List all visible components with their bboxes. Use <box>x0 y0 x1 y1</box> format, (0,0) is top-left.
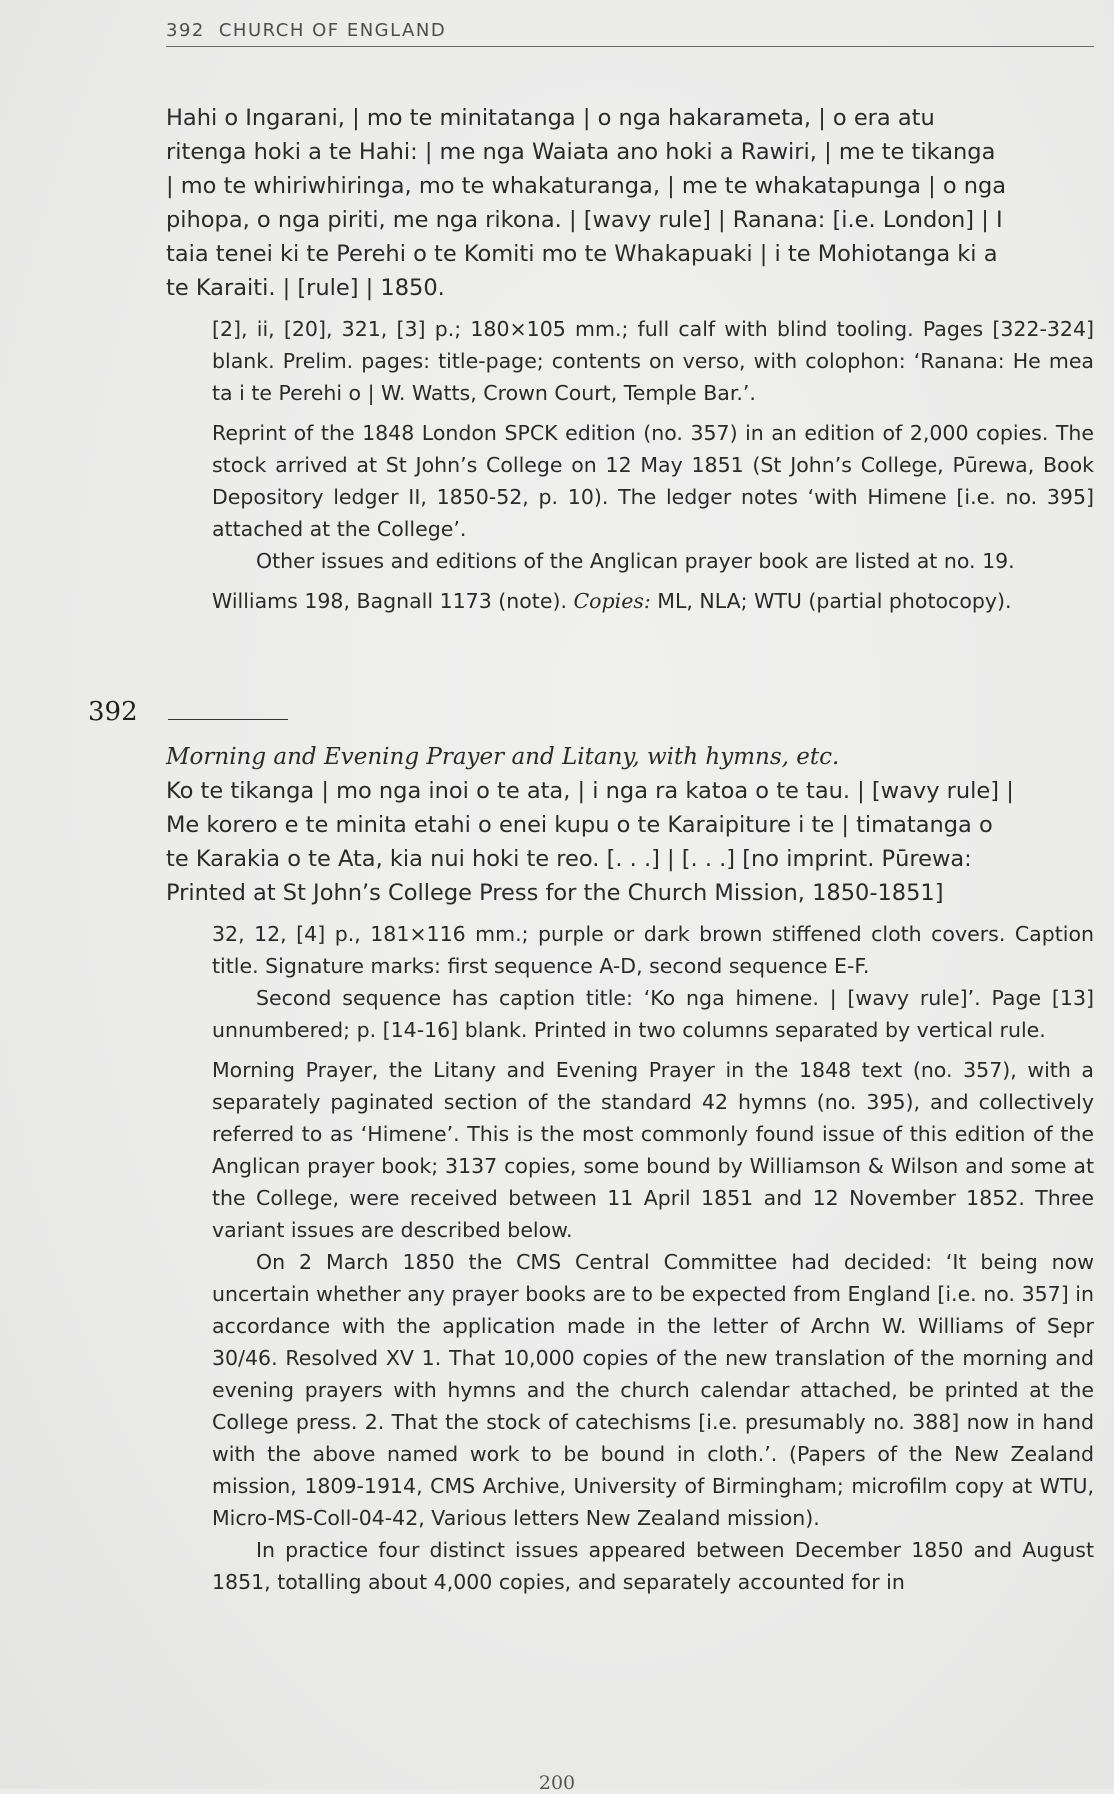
bibliographic-note: Other issues and editions of the Anglican prayer book are listed at no. 19. <box>256 549 1015 573</box>
title-line: Printed at St John’s College Press for the Church Mission, 1850-1851] <box>166 880 944 906</box>
title-line: pihopa, o nga piriti, me nga rikona. | [wavy rule] | Ranana: [i.e. London] | I <box>166 207 1003 233</box>
title-line: Ko te tikanga | mo nga inoi o te ata, | i nga ra katoa o te tau. | [wavy rule] | <box>166 778 1014 804</box>
running-head <box>166 20 1094 47</box>
bibliographic-note: On 2 March 1850 the CMS Central Committee had decided: ‘It being now uncertain whether any prayer books are to be expected from England [i.e. no. 357] in accordance with the application made in the letter of Archn W. Williams of Sepr 30/46. Resolved XV 1. That 10,000 copies of the new translation of the morning and evening prayers with hymns and the church calendar attached, be printed at the College press. 2. That the stock of catechisms [i.e. presumably no. 388] now in hand with the above named work to be bound in cloth.’. (Papers of the New Zealand mission, 1809-1914, CMS Archive, University of Birmingham; microfilm copy at WTU, Micro-MS-Coll-04-42, Various letters New Zealand mission). <box>212 1250 1094 1530</box>
physical-description: Second sequence has caption title: ‘Ko nga himene. | [wavy rule]’. Page [13] unnumbered; p. [14-16] blank. Printed in two columns separated by vertical rule. <box>212 986 1094 1042</box>
entry-391-title <box>166 101 1094 305</box>
running-head-title: CHURCH OF ENGLAND <box>218 20 447 41</box>
folio-number: 200 <box>538 1772 576 1794</box>
physical-description: [2], ii, [20], 321, [3] p.; 180×105 mm.; full calf with blind tooling. Pages [322-324] blank. Prelim. pages: title-page; contents on verso, with colophon: ‘Ranana: He mea ta i te Perehi o | W. Watts, Crown Court, Temple Bar.’. <box>212 317 1094 405</box>
bibliographic-note: Morning Prayer, the Litany and Evening Prayer in the 1848 text (no. 357), with a separately paginated section of the standard 42 hymns (no. 395), and collectively referred to as ‘Himene’. This is the most commonly found issue of this edition of the Anglican prayer book; 3137 copies, some bound by Williamson & Wilson and some at the College, were received between 11 April 1851 and 12 November 1852. Three variant issues are described below. <box>212 1058 1094 1242</box>
entry-title-italic: Morning and Evening Prayer and Litany, with hymns, etc. <box>166 744 840 770</box>
entry-391-continuation <box>166 101 1094 617</box>
physical-description: 32, 12, [4] p., 181×116 mm.; purple or dark brown stiffened cloth covers. Caption title. Signature marks: first sequence A-D, second sequence E-F. <box>212 922 1094 978</box>
running-head-page-number: 392 <box>166 20 205 41</box>
title-line: ritenga hoki a te Hahi: | me nga Waiata ano hoki a Rawiri, | me te tikanga <box>166 139 996 165</box>
entry-392 <box>166 740 1094 1598</box>
references <box>212 585 1094 617</box>
references-text: Williams 198, Bagnall 1173 (note). <box>212 589 574 613</box>
title-line: te Karaiti. | [rule] | 1850. <box>166 275 445 301</box>
title-line: Hahi o Ingarani, | mo te minitatanga | o nga hakarameta, | o era atu <box>166 105 935 131</box>
copies-label: Copies: <box>573 589 651 613</box>
title-line: te Karakia o te Ata, kia nui hoki te reo. [. . .] | [. . .] [no imprint. Pūrewa: <box>166 846 972 872</box>
bibliographic-note: Reprint of the 1848 London SPCK edition (no. 357) in an edition of 2,000 copies. The stock arrived at St John’s College on 12 May 1851 (St John’s College, Pūrewa, Book Depository ledger II, 1850-52, p. 10). The ledger notes ‘with Himene [i.e. no. 395] attached at the College’. <box>212 421 1094 541</box>
copies-list: ML, NLA; WTU (partial photocopy). <box>650 589 1012 613</box>
entry-rule <box>168 719 288 720</box>
title-line: | mo te whiriwhiringa, mo te whakaturanga, | me te whakatapunga | o nga <box>166 173 1007 199</box>
entry-392-title <box>166 774 1094 910</box>
bibliographic-note: In practice four distinct issues appeared between December 1850 and August 1851, totalling about 4,000 copies, and separately accounted for in <box>212 1538 1094 1594</box>
title-line: Me korero e te minita etahi o enei kupu o te Karaipiture i te | timatanga o <box>166 812 993 838</box>
entry-number: 392 <box>88 697 138 727</box>
title-line: taia tenei ki te Perehi o te Komiti mo te Whakapuaki | i te Mohiotanga ki a <box>166 241 998 267</box>
